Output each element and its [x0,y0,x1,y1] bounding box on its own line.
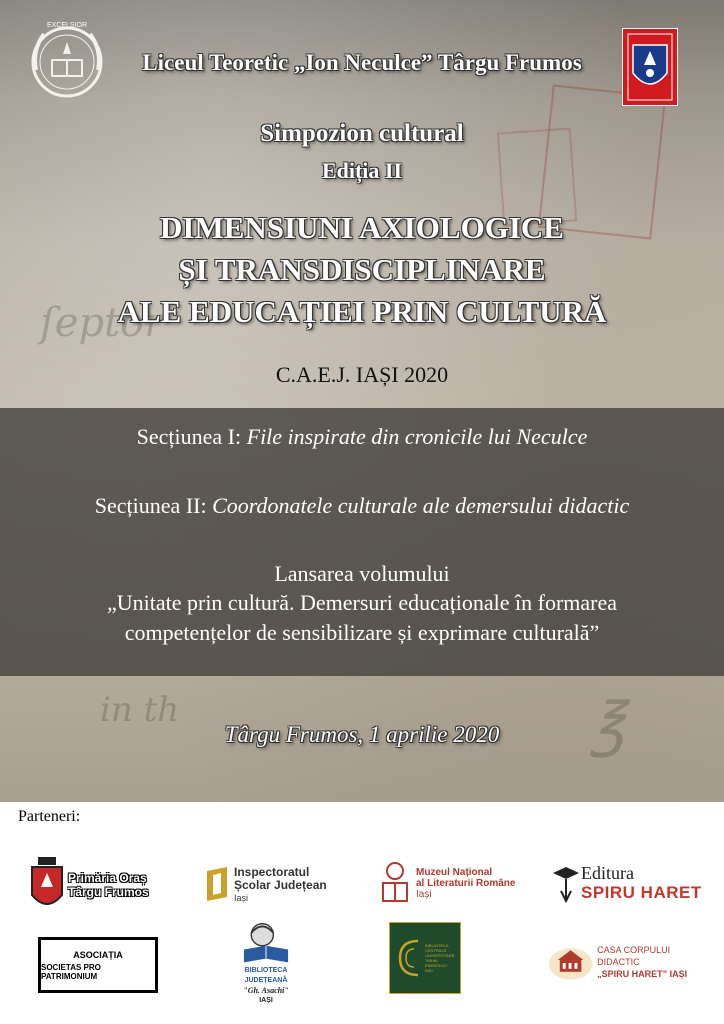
theme-line-2: ȘI TRANSDISCIPLINARE [178,252,546,287]
asociatia-line-2: SOCIETAS PRO PATRIMONIUM [41,962,101,981]
handwriting-decoration: in th [100,690,180,730]
place-date: Târgu Frumos, 1 aprilie 2020 [224,722,500,747]
partner-primaria-logo [30,855,150,915]
asociatia-line-1: ASOCIAȚIA [73,949,123,960]
section-2 [0,493,724,519]
partners-label: Parteneri: [18,808,81,825]
isj-book-icon [205,867,229,903]
school-name: Liceul Teoretic „Ion Neculce” Târgu Frumos [142,50,582,75]
isj-line-2: Școlar Județean [234,877,327,892]
partner-isj-logo [205,860,345,910]
ccd-line-1: CASA CORPULUI DIDACTIC [597,945,671,967]
handwriting-decoration: ℥ [590,690,625,760]
bcu-monogram-icon [396,935,422,981]
partner-biblioteca-logo [226,920,306,1006]
biblioteca-line-2: "Gh. Asachi" [243,986,289,995]
ccd-line-2: „SPIRU HARET” IAȘI [597,969,688,979]
muzeu-line-1: Muzeul Național [416,866,493,878]
editura-line-1: Editura [581,863,634,883]
primaria-line-1: Primăria Oraș [68,871,147,885]
portrait-book-icon [240,920,292,966]
book-launch-label: Lansarea volumului [274,561,450,586]
symposium-title: Simpozion cultural [260,120,464,147]
logo-left-text: EXCELSIOR [46,22,88,29]
partner-bcu-logo [389,922,461,994]
partner-ccd-logo [548,940,713,984]
partner-asociatia-logo [38,937,158,993]
biblioteca-line-3: IAȘI [259,997,273,1004]
section-1-title: File inspirate din cronicile lui Neculce [246,424,588,449]
book-title-line-1: „Unitate prin cultură. Demersuri educaționale în formarea [106,590,618,615]
theme-line-1: DIMENSIUNI AXIOLOGICE [160,210,564,245]
edition-label: Ediția II [321,158,403,183]
section-1 [0,424,724,450]
graduation-cap-icon [553,863,579,903]
isj-line-1: Inspectoratul [234,864,310,879]
partner-muzeu-logo [380,855,530,911]
section-2-title: Coordonatele culturale ale demersului didactic [212,493,630,518]
theme-line-3: ALE EDUCAȚIEI PRIN CULTURĂ [117,294,607,329]
primaria-line-2: Târgu Frumos [68,885,149,899]
biblioteca-line-1: BIBLIOTECA JUDEȚEANĂ [244,967,288,984]
book-title-line-2: competențelor de sensibilizare și exprimare culturală” [124,620,600,645]
muzeu-book-icon [380,861,410,905]
editura-line-2: SPIRU HARET [581,883,702,902]
section-1-label: Secțiunea I: [136,424,247,449]
handwriting-decoration: ſeptor [40,300,164,346]
isj-line-3: Iași [234,892,249,903]
muzeu-line-2: al Literaturii Române [416,877,516,889]
section-2-label: Secțiunea II: [94,493,213,518]
muzeu-line-3: Iași [416,888,432,900]
partner-editura-logo [553,855,713,911]
sections-band [0,408,724,676]
caej-label: C.A.E.J. IAȘI 2020 [275,362,449,387]
primaria-crest-icon [30,857,64,913]
building-icon [548,942,593,982]
bcu-text: BIBLIOTECA CENTRALĂ UNIVERSITARĂ "MIHAI EMINESCU" IAȘI [425,943,455,973]
